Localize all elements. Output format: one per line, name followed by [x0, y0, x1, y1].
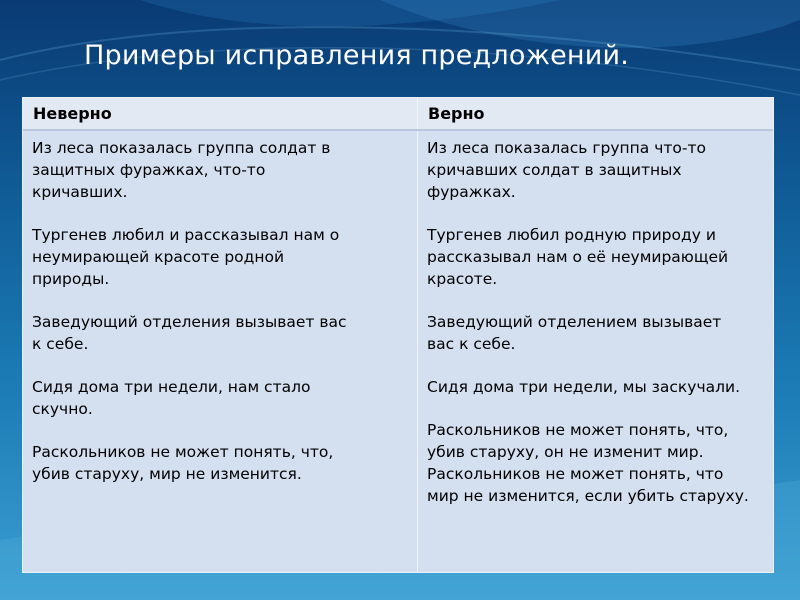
slide-title: Примеры исправления предложений.: [84, 40, 630, 71]
header-right: Верно: [418, 98, 774, 130]
wrong-sentence: Из леса показалась группа солдат в защитных фуражках, что-то кричавших.: [32, 139, 331, 201]
wrong-sentence: Сидя дома три недели, нам стало скучно.: [32, 378, 311, 418]
right-sentence: Раскольников не может понять, что мир не изменится, если убить старуху.: [427, 465, 749, 505]
right-column: [418, 130, 774, 572]
right-sentence: Из леса показалась группа что-то кричавших солдат в защитных фуражках.: [427, 139, 706, 201]
right-sentence: Заведующий отделением вызывает вас к себе.: [427, 313, 722, 353]
right-sentence: Тургенев любил родную природу и рассказывал нам о её неумирающей красоте.: [427, 226, 729, 288]
wrong-sentence: Заведующий отделения вызывает вас к себе.: [32, 313, 347, 353]
wrong-column: [23, 130, 418, 572]
right-sentence: Сидя дома три недели, мы заскучали.: [427, 378, 741, 396]
wrong-sentence: Тургенев любил и рассказывал нам о неумирающей красоте родной природы.: [32, 226, 340, 288]
right-sentence: Раскольников не может понять, что, убив старуху, он не изменит мир.: [427, 421, 729, 461]
header-wrong: Неверно: [23, 98, 418, 130]
wrong-sentence: Раскольников не может понять, что, убив старуху, мир не изменится.: [32, 443, 334, 483]
comparison-table: [22, 97, 774, 573]
